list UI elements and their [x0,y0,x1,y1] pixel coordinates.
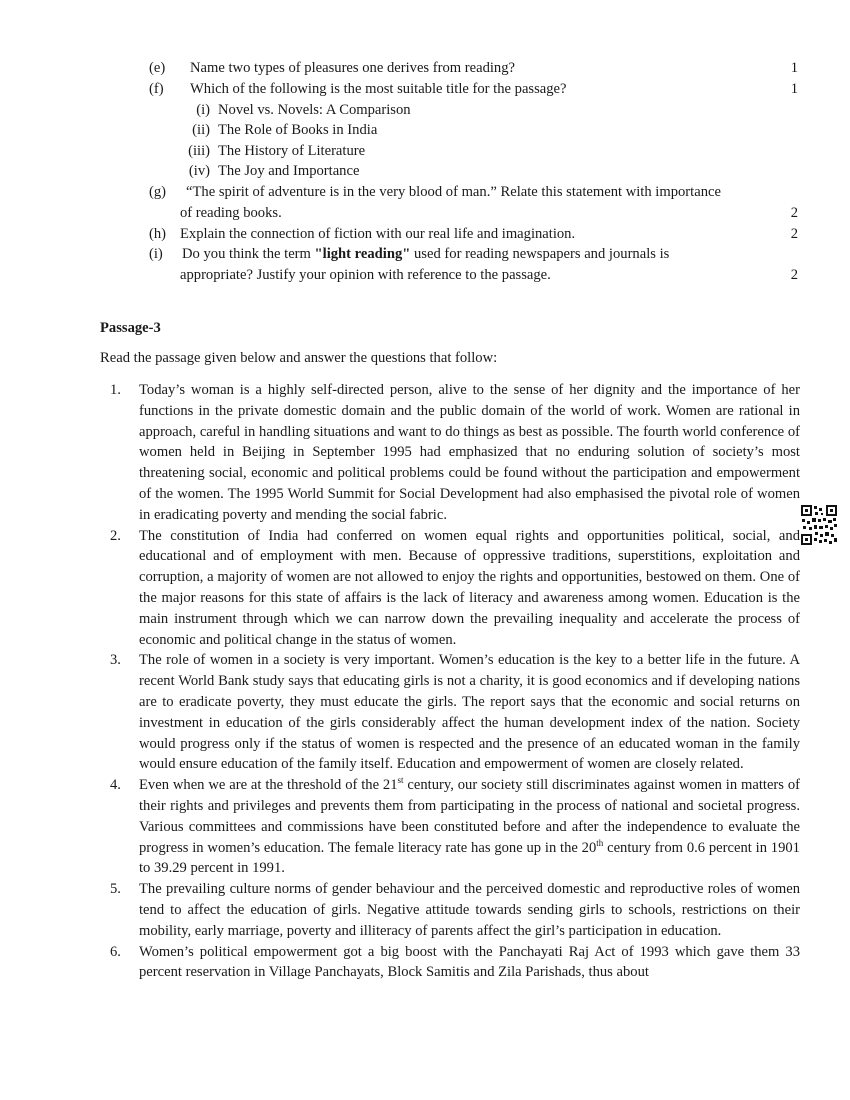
paragraph-text: Women’s political empowerment got a big boost with the Panchayati Raj Act of 1993 which gave them 33 percent reservation in Village Panchayats, Block Samitis and Zila Parishads, thus about [139,943,800,981]
paragraph-number: 4. [110,777,121,794]
page-cutoff [0,1046,850,1100]
paragraph-number: 6. [110,943,121,960]
paragraph-text-part: century, our society still discriminates against women in matters of their rights and privileges and prevents them from participating in the process of national and societal progress. Various committees and commissions have been constituted before and after the independence to evaluate the progress in women’s education. The female literacy rate has gone up in the 20 [139,777,800,856]
paragraph-6 [100,942,800,984]
question-text: Explain the connection of fiction with our real life and imagination. [180,226,576,242]
paragraph-number: 1. [110,382,121,398]
option-label: (iv) [188,163,210,179]
ordinal-superscript: th [596,837,604,848]
question-text-line1: “The spirit of adventure is in the very blood of man.” Relate this statement with importance [186,184,721,200]
qr-code-icon [800,504,838,546]
paragraph-1 [100,380,800,526]
question-i-continued [0,265,850,286]
question-text: Which of the following is the most suitable title for the passage? [190,81,567,97]
paragraph-5 [100,879,800,941]
ordinal-superscript: st [397,775,404,786]
option-label: (iii) [188,143,210,159]
option-text: Novel vs. Novels: A Comparison [218,102,411,118]
paragraph-number: 3. [110,652,121,669]
question-g [0,182,850,203]
option-text: The History of Literature [218,143,366,159]
passage-heading: Passage-3 [100,320,161,336]
paragraph-text-part: century from 0.6 percent in 1901 to 39.29 percent in 1991. [139,839,800,877]
question-text: Name two types of pleasures one derives from reading? [190,60,516,76]
passage-instruction: Read the passage given below and answer the questions that follow: [100,350,498,366]
paragraph-text: The constitution of India had conferred on women equal rights and opportunities political, social, and educational and of employment with men. Because of oppressive traditions, superstitions, exploitation and corruption, a majority of women are not allowed to enjoy the rights and opportunities, bestowed on them. One of the major reasons for this state of affairs is the lack of literacy and awareness among women. Education is the main instrument through which we can narrow down the prevailing inequality and accelerate the process of economic and political change in the status of women. [139,527,800,648]
question-text-line1 [182,244,669,265]
question-text-line2: of reading books. [180,205,282,221]
paragraph-text-part: Even when we are at the threshold of the 21 [139,777,398,794]
question-label: (e) [149,60,166,76]
question-g-continued [0,203,850,224]
option-text: The Role of Books in India [218,122,378,138]
option-text: The Joy and Importance [218,163,360,179]
question-text-line2: appropriate? Justify your opinion with reference to the passage. [180,267,551,283]
question-label: (i) [149,246,163,262]
light-reading-term: "light reading" [314,246,411,262]
question-f [0,79,850,100]
question-marks: 2 [790,205,798,221]
paragraph-number: 5. [110,881,121,898]
paragraph-4 [100,775,800,879]
question-label: (g) [149,184,167,200]
option-label: (i) [196,102,210,118]
paragraph-text: The role of women in a society is very important. Women’s education is the key to a better life in the future. A recent World Bank study says that educating girls is not a charity, it is good economics and if developing nations are to eradicate poverty, they must educate the girls. The report says that the economic and social returns on investment in education of the girls considerably affect the human development index of the nation. Society would progress only if the status of women is respected and the presence of an educated woman in the family would ensure education of the family itself. Education and empowerment of women are closely related. [139,652,800,773]
paragraph-text: The prevailing culture norms of gender behaviour and the perceived domestic and reproductive roles of women tend to affect the education of girls. Negative attitude towards sending girls to schools, restrictions on their mobility, early marriage, poverty and illiteracy of parents affect the girl’s participation in education. [139,881,800,939]
question-marks: 1 [790,81,798,97]
paragraph-text [139,777,800,876]
paragraph-number: 2. [110,527,121,544]
question-label: (f) [149,81,164,97]
question-text-pre: Do you think the term [182,246,315,262]
question-i [0,244,850,265]
option-label: (ii) [192,122,210,138]
question-h [0,224,850,245]
question-marks: 2 [790,267,798,283]
passage-paragraphs [100,380,800,983]
paragraph-2 [100,526,800,651]
paragraph-3 [100,650,800,775]
question-e [0,58,850,79]
question-label: (h) [149,226,167,242]
question-marks: 2 [790,226,798,242]
question-marks: 1 [790,60,798,76]
question-text-post: used for reading newspapers and journals is [410,246,670,262]
paragraph-text: Today’s woman is a highly self-directed person, alive to the sense of her dignity and the importance of her functions in the private domestic domain and the public domain of the world of work. Women are rational in approach, careful in handling situations and want to do things as best as possible. The fourth world conference of women held in Beijing in September 1995 had emphasized that no enduring solution of society’s most threatening social, economic and political problems could be found without the participation and empowerment of the women. The 1995 World Summit for Social Development had also emphasised the pivotal role of women in eradicating poverty and mending the social fabric. [139,382,800,523]
